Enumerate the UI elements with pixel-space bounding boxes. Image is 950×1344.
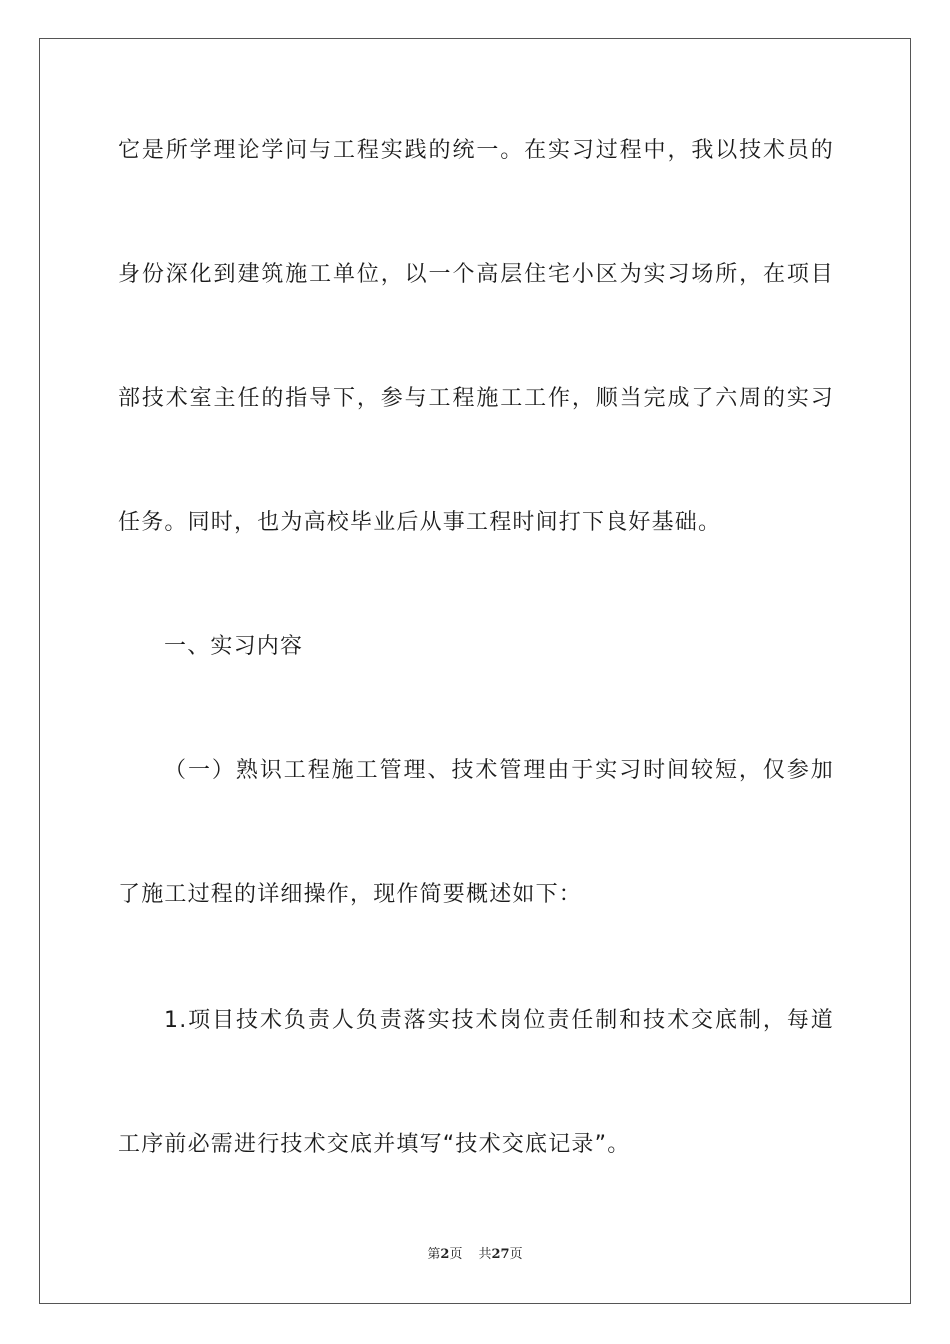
page-footer (0, 1247, 950, 1263)
body-text-line: 部技术室主任的指导下，参与工程施工工作，顺当完成了六周的实习 (118, 386, 834, 411)
total-pages: 27 (491, 1247, 510, 1262)
subsection-text-line: （一）熟识工程施工管理、技术管理由于实习时间较短，仅参加 (164, 758, 834, 783)
page-suffix: 页 (449, 1247, 463, 1262)
total-prefix: 共 (478, 1247, 492, 1262)
list-item-text-line: 1.项目技术负责人负责落实技术岗位责任制和技术交底制，每道 (164, 1008, 834, 1033)
subsection-text-line: 了施工过程的详细操作，现作简要概述如下： (118, 882, 583, 907)
section-heading: 一、实习内容 (164, 634, 304, 659)
total-suffix: 页 (509, 1247, 523, 1262)
list-item-text-line: 工序前必需进行技术交底并填写“技术交底记录”。 (118, 1132, 631, 1157)
page-prefix: 第 (427, 1247, 441, 1262)
body-text-line: 它是所学理论学问与工程实践的统一。在实习过程中，我以技术员的 (118, 138, 834, 163)
body-text-line: 任务。同时，也为高校毕业后从事工程时间打下良好基础。 (118, 510, 722, 535)
page-number: 2 (440, 1247, 450, 1262)
body-text-line: 身份深化到建筑施工单位，以一个高层住宅小区为实习场所，在项目 (118, 262, 834, 287)
page-border (39, 38, 911, 1304)
